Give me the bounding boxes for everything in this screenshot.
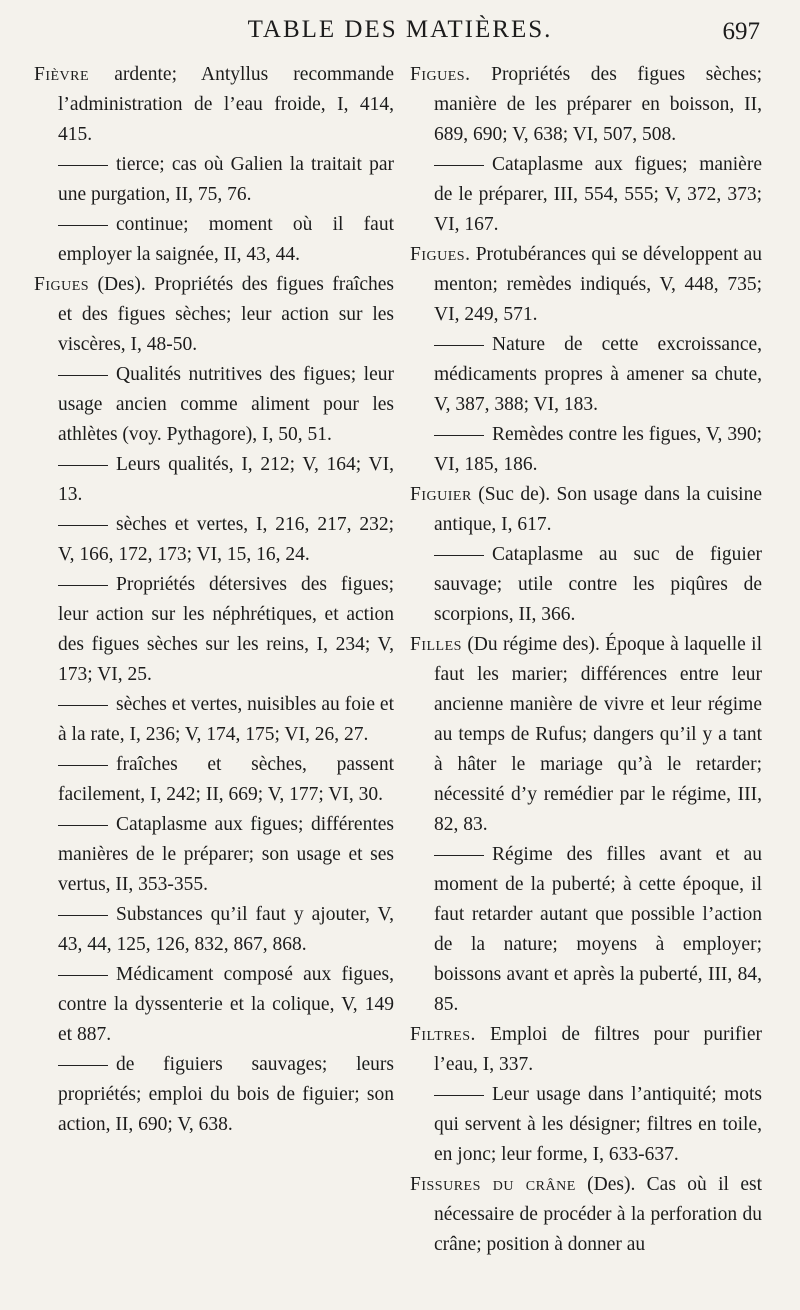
entry-text: tierce; cas où Galien la traitait par une purgation, II, 75, 76. (58, 154, 394, 205)
entry-heading: Filles (410, 634, 462, 655)
index-subentry (34, 1050, 394, 1140)
entry-text: continue; moment où il faut employer la saignée, II, 43, 44. (58, 214, 394, 265)
entry-text: fraîches et sèches, passent facilement, I, 242; II, 669; V, 177; VI, 30. (58, 754, 394, 805)
index-subentry (34, 900, 394, 960)
ditto-dash (58, 525, 108, 526)
entry-text: Cataplasme au suc de figuier sauvage; utile contre les piqûres de scorpions, II, 366. (434, 544, 762, 625)
entry-heading: Fissures du crâne (410, 1174, 576, 1195)
index-subentry (34, 690, 394, 750)
entry-text: Régime des filles avant et au moment de la puberté; à cette époque, il faut retarder autant que possible l’action de la nature; moyens à employer; boissons avant et après la puberté, III, 84, 85. (434, 844, 762, 1015)
running-title: TABLE DES MATIÈRES. (247, 16, 553, 43)
entry-text: de figuiers sauvages; leurs propriétés; emploi du bois de figuier; son action, II, 690; V, 638. (58, 1054, 394, 1135)
entry-text: Qualités nutritives des figues; leur usage ancien comme aliment pour les athlètes (voy. Pythagore), I, 50, 51. (58, 364, 394, 445)
entry-text: Cataplasme aux figues; manière de le préparer, III, 554, 555; V, 372, 373; VI, 167. (434, 154, 762, 235)
ditto-dash (58, 585, 108, 586)
index-subentry (34, 150, 394, 210)
entry-text: sèches et vertes, I, 216, 217, 232; V, 166, 172, 173; VI, 15, 16, 24. (58, 514, 394, 565)
entry-heading: Figuier (410, 484, 472, 505)
entry-text: Cataplasme aux figues; différentes manières de le préparer; son usage et ses vertus, II, 353-355. (58, 814, 394, 895)
entry-text: (Des). Cas où il est nécessaire de procéder à la perforation du crâne; position à donner au (434, 1174, 762, 1255)
index-subentry (34, 750, 394, 810)
index-subentry (410, 150, 762, 240)
entry-heading: Figues (34, 274, 90, 295)
entry-text: Leurs qualités, I, 212; V, 164; VI, 13. (58, 454, 394, 505)
entry-text: Substances qu’il faut y ajouter, V, 43, 44, 125, 126, 832, 867, 868. (58, 904, 394, 955)
ditto-dash (434, 435, 484, 436)
page-header (0, 14, 800, 54)
index-subentry (410, 540, 762, 630)
index-subentry (410, 840, 762, 1020)
entry-text: Nature de cette excroissance, médicaments propres à amener sa chute, V, 387, 388; VI, 183. (434, 334, 762, 415)
ditto-dash (434, 345, 484, 346)
ditto-dash (58, 975, 108, 976)
ditto-dash (434, 555, 484, 556)
index-entry (410, 630, 762, 840)
ditto-dash (434, 1095, 484, 1096)
ditto-dash (58, 375, 108, 376)
ditto-dash (434, 165, 484, 166)
entry-text: Protubérances qui se développent au menton; remèdes indiqués, V, 448, 735; VI, 249, 571. (434, 244, 763, 325)
index-entry (410, 240, 762, 330)
entry-heading: Fièvre (34, 64, 90, 85)
ditto-dash (58, 825, 108, 826)
right-column (410, 60, 762, 1260)
left-column (34, 60, 394, 1140)
index-subentry (34, 360, 394, 450)
index-subentry (34, 570, 394, 690)
index-subentry (34, 810, 394, 900)
page-number: 697 (722, 18, 760, 45)
ditto-dash (58, 765, 108, 766)
entry-text: Propriétés détersives des figues; leur action sur les néphrétiques, et action des figues sèches sur les reins, I, 234; V, 173; VI, 25. (58, 574, 394, 685)
index-subentry (34, 510, 394, 570)
index-subentry (410, 330, 762, 420)
entry-text: Propriétés des figues sèches; manière de les préparer en boisson, II, 689, 690; V, 638; VI, 507, 508. (434, 64, 763, 145)
index-entry (410, 480, 762, 540)
ditto-dash (434, 855, 484, 856)
entry-text: Remèdes contre les figues, V, 390; VI, 185, 186. (434, 424, 762, 475)
entry-text: (Des). Propriétés des figues fraîches et des figues sèches; leur action sur les viscères, I, 48-50. (58, 274, 394, 355)
entry-text: Leur usage dans l’antiquité; mots qui servent à les désigner; filtres en toile, en jonc; leur forme, I, 633-637. (434, 1084, 762, 1165)
index-entry (34, 60, 394, 150)
entry-text: (Du régime des). Époque à laquelle il faut les marier; différences entre leur ancienne manière de vivre et leur régime au temps de Rufus; dangers qu’il y a tant à hâter le mariage qu’à le retarder; nécessité d’y remédier par le régime, III, 82, 83. (434, 634, 763, 835)
index-entry (34, 270, 394, 360)
entry-heading: Figues. (410, 64, 471, 85)
index-entry (410, 1020, 762, 1080)
index-entry (410, 1170, 762, 1260)
index-subentry (410, 1080, 762, 1170)
entry-heading: Filtres. (410, 1024, 476, 1045)
index-subentry (34, 960, 394, 1050)
ditto-dash (58, 165, 108, 166)
index-subentry (410, 420, 762, 480)
ditto-dash (58, 465, 108, 466)
ditto-dash (58, 225, 108, 226)
entry-text: Emploi de filtres pour purifier l’eau, I, 337. (434, 1024, 762, 1075)
entry-text: sèches et vertes, nuisibles au foie et à la rate, I, 236; V, 174, 175; VI, 26, 27. (58, 694, 394, 745)
ditto-dash (58, 915, 108, 916)
entry-text: Médicament composé aux figues, contre la dyssenterie et la colique, V, 149 et 887. (58, 964, 394, 1045)
entry-heading: Figues. (410, 244, 471, 265)
entry-text: ardente; Antyllus recommande l’administration de l’eau froide, I, 414, 415. (58, 64, 395, 145)
ditto-dash (58, 705, 108, 706)
index-subentry (34, 210, 394, 270)
entry-text: (Suc de). Son usage dans la cuisine antique, I, 617. (434, 484, 763, 535)
index-subentry (34, 450, 394, 510)
index-entry (410, 60, 762, 150)
ditto-dash (58, 1065, 108, 1066)
